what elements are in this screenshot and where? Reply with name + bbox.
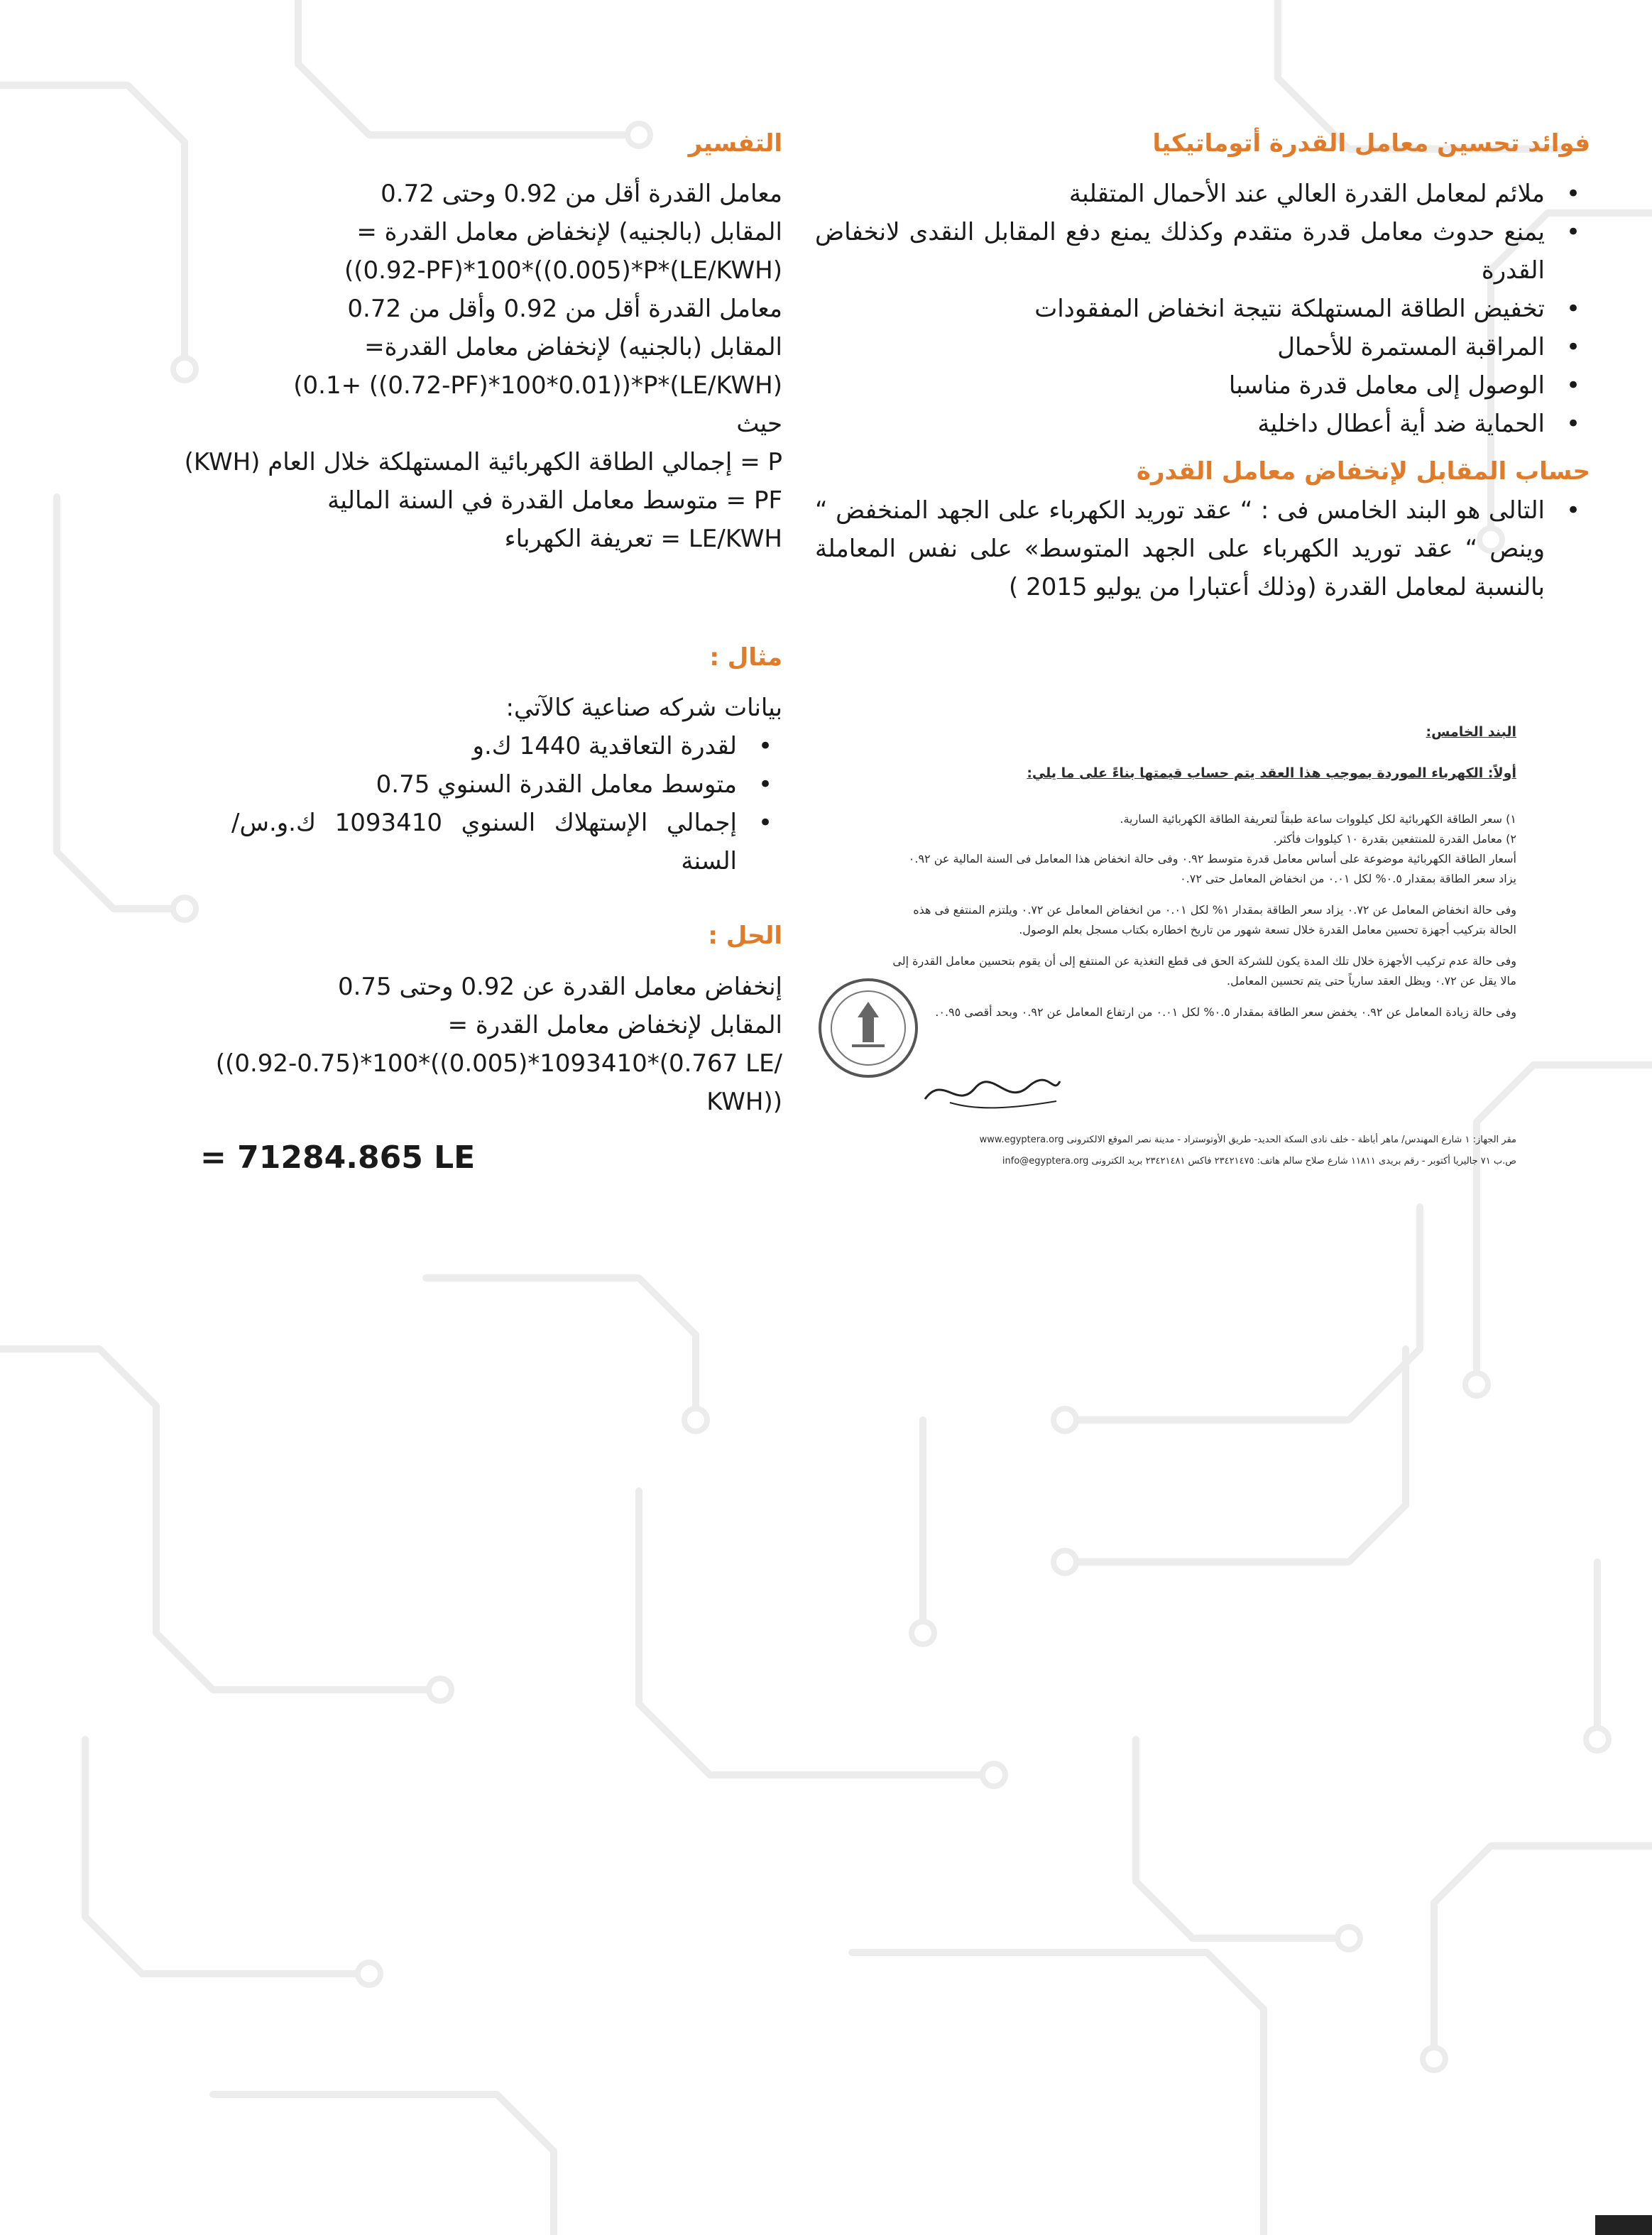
example-heading: مثال :	[709, 643, 782, 672]
benefits-heading: فوائد تحسين معامل القدرة أتوماتيكيا	[1152, 129, 1590, 158]
list-item: • متوسط معامل القدرة السنوي 0.75	[84, 765, 782, 804]
official-stamp-icon	[815, 975, 921, 1081]
example-list	[84, 727, 782, 880]
formula-line: (0.1+ ((0.72-PF)*100*0.01))*P*(LE/KWH)	[293, 371, 782, 400]
list-item: • إجمالي الإستهلاك السنوي 1093410 ك.و.س/ السنة	[231, 804, 782, 880]
formula-line: ((0.92-PF)*100*((0.005)*P*(LE/KWH)	[344, 256, 782, 285]
scan-paragraph: وفى حالة انخفاض المعامل عن ٠.٧٢ يزاد سعر الطاقة بمقدار ١% لكل ٠.٠١ من انخفاض المعامل عن ٠.٧٢ ويلتزم المنتفع فى هذه الحالة بتركيب أجهزة تحسين معامل القدرة خلال تسعة شهور من تاريخ اخطاره بكتاب مسجل بعلم الوصول.	[913, 903, 1516, 936]
list-item: • ملائم لمعامل القدرة العالي عند الأحمال المتقلبة	[815, 175, 1590, 213]
explanation-line: حيث	[736, 410, 782, 439]
scan-paragraph: وفى حالة زيادة المعامل عن ٠.٩٢ يخفض سعر الطاقة بمقدار ٠.٥% لكل ٠.٠١ من ارتفاع المعامل عن ٠.٩٢ وبحد أقصى ٠.٩٥.	[935, 1005, 1516, 1019]
definition-line: P = إجمالي الطاقة الكهربائية المستهلكة خلال العام (KWH)	[184, 448, 782, 477]
scan-paragraph: ١) سعر الطاقة الكهربائية لكل كيلووات ساعة طبقاً لتعريفة الطاقة الكهربائية السارية.	[1120, 812, 1516, 826]
list-item: • المراقبة المستمرة للأحمال	[815, 328, 1590, 366]
solution-line: المقابل لإنخفاض معامل القدرة =	[447, 1010, 782, 1039]
solution-line: إنخفاض معامل القدرة عن 0.92 وحتى 0.75	[337, 972, 782, 1001]
list-item: • التالى هو البند الخامس فى : “ عقد توريد الكهرباء على الجهد المنخفض “ وينص “ عقد توريد الكهرباء على الجهد المتوسط» على نفس المعاملة بالنسبة لمعامل القدرة (وذلك أعتبارا من يوليو 2015 )	[815, 491, 1590, 606]
penalty-list	[815, 491, 1590, 606]
scan-title: البند الخامس:	[1426, 724, 1516, 740]
formula-line: ((0.92-0.75)*100*((0.005)*1093410*(0.767 LE/	[215, 1049, 782, 1078]
page-corner-marker	[1595, 2215, 1652, 2235]
list-item: • لقدرة التعاقدية 1440 ك.و	[84, 727, 782, 765]
scan-footer-address: مقر الجهاز: ١ شارع المهندس/ ماهر أباظة - خلف نادى السكة الحديد- طريق الأوتوستراد - مدينة نصر الموقع الالكترونى www.egyptera.org	[979, 1135, 1516, 1145]
list-item: • الوصول إلى معامل قدرة مناسبا	[815, 366, 1590, 405]
list-item: • يمنع حدوث معامل قدرة متقدم وكذلك يمنع دفع المقابل النقدى لانخفاض القدرة	[815, 213, 1590, 290]
scan-footer-contact: ص.ب ٧١ جاليريا أكتوبر - رقم بريدى ١١٨١١ شارع صلاح سالم هاتف: ٢٣٤٢١٤٧٥ فاكس ٢٣٤٢١٤٨١ بريد الكترونى info@egyptera.org	[1002, 1156, 1516, 1166]
definition-line: PF = متوسط معامل القدرة في السنة المالية	[327, 486, 782, 515]
explanation-line: المقابل (بالجنيه) لإنخفاض معامل القدرة =	[356, 218, 782, 247]
scan-paragraph: وفى حالة عدم تركيب الأجهزة خلال تلك المدة يكون للشركة الحق فى قطع التغذية عن المنتفع إلى أن يقوم بتحسين معامل القدرة إلى مالا يقل عن ٠.٧٢ ويظل العقد سارياً حتى يتم تحسين المعامل.	[892, 954, 1516, 988]
scan-paragraph: أسعار الطاقة الكهربائية موضوعة على أساس معامل قدرة متوسط ٠.٩٢ وفى حالة انخفاض هذا المعامل فى السنة المالية عن ٠.٩٢ يزاد سعر الطاقة بمقدار ٠.٥% لكل ٠.٠١ من انخفاض المعامل حتى ٠.٧٢	[908, 852, 1516, 885]
explanation-line: المقابل (بالجنيه) لإنخفاض معامل القدرة=	[364, 333, 782, 362]
signature-icon	[921, 1067, 1063, 1117]
explanation-line: معامل القدرة أقل من 0.92 وحتى 0.72	[381, 180, 782, 209]
scan-subtitle: أولاً: الكهرباء الموردة بموجب هذا العقد يتم حساب قيمتها بناءً على ما يلي:	[1027, 765, 1516, 781]
result-value: = 71284.865 LE	[200, 1139, 476, 1176]
solution-heading: الحل :	[708, 922, 782, 951]
scan-paragraph: ٢) معامل القدرة للمنتفعين بقدرة ١٠ كيلووات فأكثر.	[1273, 832, 1516, 846]
formula-line: KWH))	[706, 1087, 782, 1116]
list-item: • تخفيض الطاقة المستهلكة نتيجة انخفاض المفقودات	[815, 290, 1590, 328]
left-column	[84, 128, 782, 1176]
explanation-heading: التفسير	[688, 129, 782, 158]
example-intro: بيانات شركه صناعية كالآتي:	[505, 694, 782, 723]
contract-scan-image	[815, 716, 1583, 1183]
definition-line: LE/KWH = تعريفة الكهرباء	[504, 525, 782, 554]
penalty-heading: حساب المقابل لإنخفاض معامل القدرة	[1136, 457, 1590, 486]
list-item: • الحماية ضد أية أعطال داخلية	[815, 405, 1590, 443]
scan-body	[892, 809, 1516, 1034]
explanation-line: معامل القدرة أقل من 0.92 وأقل من 0.72	[347, 295, 782, 324]
right-column	[815, 128, 1590, 606]
benefits-list	[815, 175, 1590, 443]
